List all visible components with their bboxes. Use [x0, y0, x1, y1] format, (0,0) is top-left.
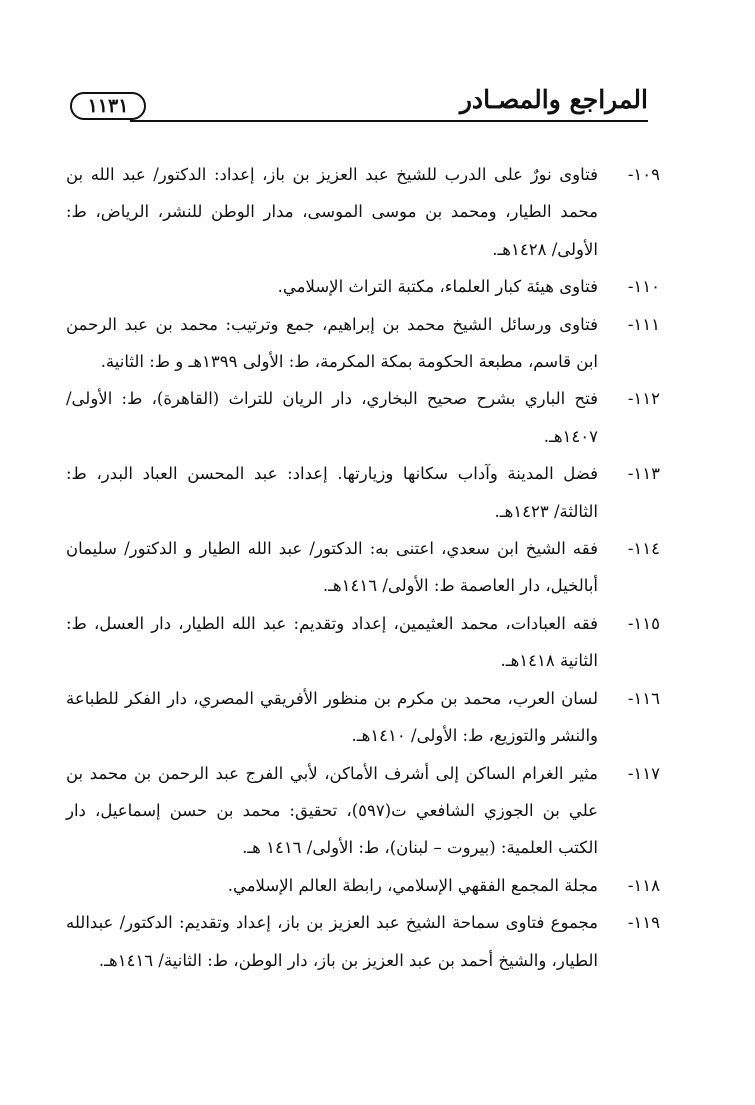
reference-list [66, 156, 660, 979]
entry-number: ١١١- [627, 314, 660, 334]
reference-entry [66, 530, 660, 605]
reference-entry [66, 156, 660, 268]
entry-text: فتاوى هيئة كبار العلماء، مكتبة التراث الإسلامي. [277, 277, 598, 297]
entry-number: ١١٦- [627, 688, 660, 708]
entry-text: فتاوى ورسائل الشيخ محمد بن إبراهيم، جمع وترتيب: محمد بن عبد الرحمن ابن قاسم، مطبعة الحكومة بمكة المكرمة، ط: الأولى ١٣٩٩هـ و ط: الثانية. [66, 314, 598, 372]
entry-number: ١٠٩- [627, 165, 660, 184]
reference-entry [66, 380, 660, 455]
reference-entry [66, 306, 660, 381]
page-number: ١١٣١ [70, 92, 146, 120]
entry-number: ١١٤- [627, 539, 660, 559]
reference-entry [66, 268, 660, 305]
entry-text: فقه العبادات، محمد العثيمين، إعداد وتقديم: عبد الله الطيار، دار العسل، ط: الثانية ١٤١٨هـ. [66, 613, 598, 671]
reference-entry [66, 455, 660, 530]
entry-text: فتح الباري بشرح صحيح البخاري، دار الريان للتراث (القاهرة)، ط: الأولى/ ١٤٠٧هـ. [66, 389, 598, 446]
reference-entry [66, 680, 660, 755]
reference-entry [66, 904, 660, 979]
reference-entry [66, 605, 660, 680]
entry-number: ١١٣- [627, 464, 660, 484]
reference-entry [66, 867, 660, 904]
entry-text: فتاوى نورٌ على الدرب للشيخ عبد العزيز بن باز، إعداد: الدكتور/ عبد الله بن محمد الطيار، ومحمد بن موسى الموسى، مدار الوطن للنشر، الرياض، ط: الأولى/ ١٤٢٨هـ. [66, 165, 598, 259]
entry-number: ١١٠- [627, 277, 660, 297]
entry-number: ١١٥- [627, 613, 660, 633]
entry-text: لسان العرب، محمد بن مكرم بن منظور الأفريقي المصري، دار الفكر للطباعة والنشر والتوزيع، ط: الأولى/ ١٤١٠هـ. [66, 688, 598, 746]
entry-text: مجلة المجمع الفقهي الإسلامي، رابطة العالم الإسلامي. [227, 875, 598, 895]
entry-number: ١١٩- [627, 913, 660, 933]
page-header [70, 82, 648, 122]
entry-text: فقه الشيخ ابن سعدي، اعتنى به: الدكتور/ عبد الله الطيار و الدكتور/ سليمان أبالخيل، دار العاصمة ط: الأولى/ ١٤١٦هـ. [66, 539, 598, 596]
entry-text: مثير الغرام الساكن إلى أشرف الأماكن، لأبي الفرج عبد الرحمن بن محمد بن علي بن الجوزي الشافعي ت(٥٩٧)، تحقيق: محمد بن حسن إسماعيل، دار الكتب العلمية: (بيروت – لبنان)، ط: الأولى/ ١٤١٦ هـ. [66, 763, 598, 858]
entry-text: فضل المدينة وآداب سكانها وزيارتها. إعداد: عبد المحسن العباد البدر، ط: الثالثة/ ١٤٢٣هـ. [66, 464, 598, 521]
entry-number: ١١٧- [627, 763, 660, 783]
entry-number: ١١٨- [627, 875, 660, 895]
page-title: المراجع والمصـادر [459, 85, 648, 114]
header-rule [130, 120, 648, 122]
entry-text: مجموع فتاوى سماحة الشيخ عبد العزيز بن باز، إعداد وتقديم: الدكتور/ عبدالله الطيار، والشيخ أحمد بن عبد العزيز بن باز، دار الوطن، ط: الثانية/ ١٤١٦هـ. [66, 913, 598, 970]
entry-number: ١١٢- [627, 389, 660, 409]
reference-entry [66, 755, 660, 867]
